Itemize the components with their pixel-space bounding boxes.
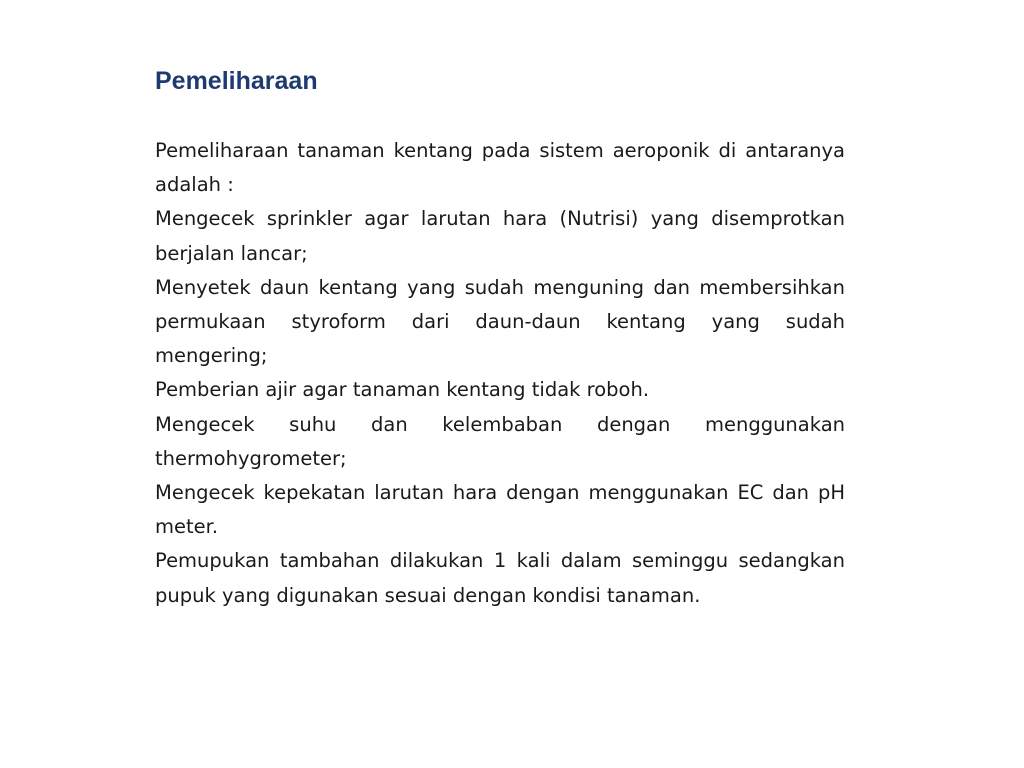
maintenance-item-temperature-humidity: Mengecek suhu dan kelembaban dengan menggunakan thermohygrometer; <box>155 412 845 470</box>
slide-title: Pemeliharaan <box>155 67 318 95</box>
maintenance-item-stakes: Pemberian ajir agar tanaman kentang tidak roboh. <box>155 378 650 402</box>
maintenance-item-sprinkler: Mengecek sprinkler agar larutan hara (Nutrisi) yang disemprotkan berjalan lancar; <box>155 207 845 265</box>
maintenance-item-fertilizing: Pemupukan tambahan dilakukan 1 kali dalam seminggu sedangkan pupuk yang digunakan sesuai dengan kondisi tanaman. <box>155 549 845 607</box>
slide-content <box>155 62 845 613</box>
maintenance-item-nutrient-concentration: Mengecek kepekatan larutan hara dengan menggunakan EC dan pH meter. <box>155 481 845 539</box>
maintenance-item-leaf-pruning: Menyetek daun kentang yang sudah menguning dan membersihkan permukaan styroform dari daun-daun kentang yang sudah mengering; <box>155 275 845 368</box>
intro-paragraph: Pemeliharaan tanaman kentang pada sistem aeroponik di antaranya adalah : <box>155 139 845 197</box>
